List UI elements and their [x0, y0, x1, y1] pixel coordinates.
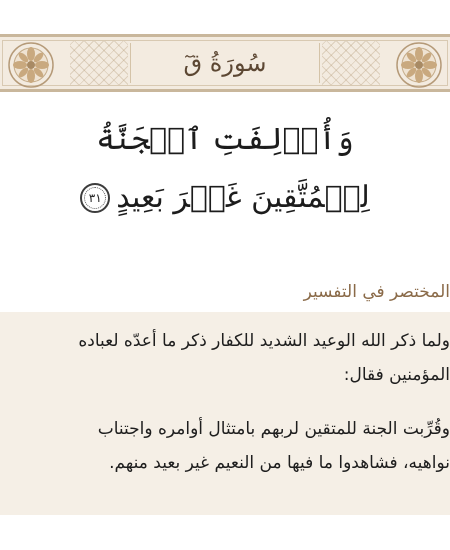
ayah-number-marker: ٣١	[80, 183, 110, 213]
surah-header-banner	[0, 34, 450, 92]
tafsir-heading: المختصر في التفسير	[303, 282, 450, 302]
surah-title: سُورَةُ قٓ	[130, 43, 320, 83]
floral-medallion-icon	[6, 40, 56, 90]
verse-line-2: لِلۡمُتَّقِينَ غَيۡرَ بَعِيدٍ	[116, 180, 370, 215]
tafsir-line: وقُرِّبت الجنة للمتقين لربهم بامتثال أوامره واجتناب	[97, 419, 450, 439]
verse-line-1[interactable]: وَأُزۡلِفَتِ ٱلۡجَنَّةُ	[96, 122, 354, 157]
tafsir-line: نواهيه، فشاهدوا ما فيها من النعيم غير بعيد منهم.	[109, 453, 450, 473]
tafsir-paragraph-2	[0, 412, 450, 480]
tafsir-line: ولما ذكر الله الوعيد الشديد للكفار ذكر ما أعدّه لعباده	[78, 331, 450, 351]
lattice-ornament	[70, 41, 128, 85]
tafsir-line: المؤمنين فقال:	[343, 365, 450, 385]
tafsir-panel	[0, 312, 450, 515]
verse-line-2-container[interactable]	[0, 180, 450, 215]
tafsir-paragraph-1	[0, 324, 450, 392]
floral-medallion-icon	[394, 40, 444, 90]
lattice-ornament	[322, 41, 380, 85]
